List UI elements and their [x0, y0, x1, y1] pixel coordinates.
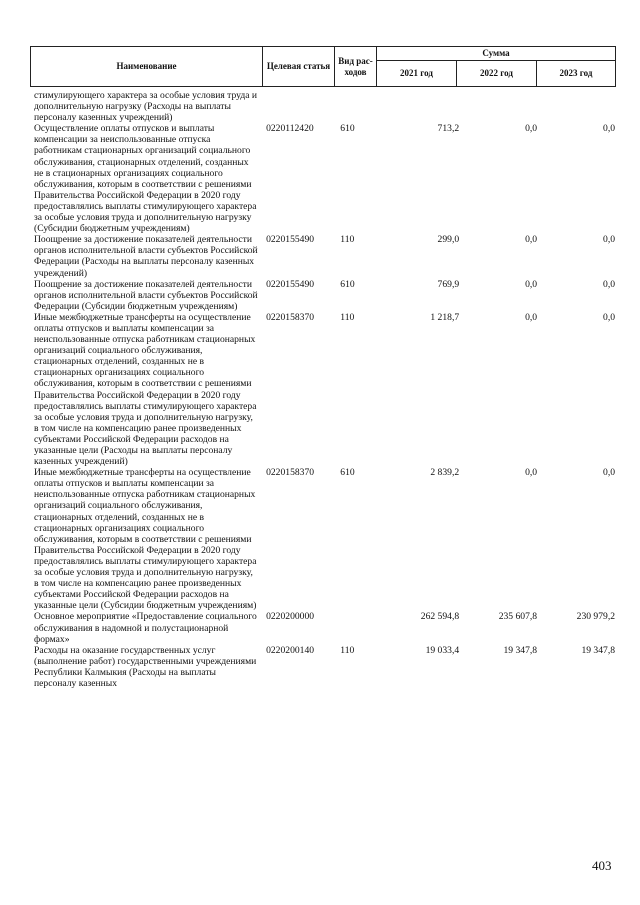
row-sum-2021: 299,0 — [437, 234, 460, 246]
table-row — [30, 467, 615, 611]
row-sum-2023: 0,0 — [603, 467, 616, 479]
row-sum-2022: 19 347,8 — [503, 644, 538, 656]
row-sum-2021: 713,2 — [437, 123, 460, 135]
row-vid — [334, 611, 381, 644]
row-code: 0220155490 — [266, 234, 315, 246]
row-sum-2022: 0,0 — [525, 123, 538, 135]
row-code: 0220158370 — [266, 467, 315, 479]
header-sum: Сумма — [377, 47, 616, 61]
row-sum-2022 — [459, 90, 537, 123]
row-sum-2021 — [381, 90, 459, 123]
row-sum-2021: 1 218,7 — [430, 311, 460, 323]
row-sum-2021: 2 839,2 — [430, 467, 460, 479]
row-sum-2022: 235 607,8 — [498, 611, 538, 623]
row-code: 0220155490 — [266, 278, 315, 290]
row-sum-2022: 0,0 — [525, 311, 538, 323]
table-body — [30, 90, 615, 689]
table-row — [30, 645, 615, 689]
row-sum-2023: 230 979,2 — [576, 611, 616, 623]
row-sum-2023: 0,0 — [603, 123, 616, 135]
row-sum-2021: 19 033,4 — [425, 644, 460, 656]
table-row — [30, 90, 615, 123]
row-name: стимулирующего характера за особые условия труда и дополнительную нагрузку (Расходы на выплаты персоналу казенных учреждений) — [34, 90, 258, 124]
row-vid: 610 — [340, 123, 355, 135]
table-row — [30, 312, 615, 467]
row-sum-2021: 769,9 — [437, 278, 460, 290]
header-code: Целевая статья — [263, 47, 335, 87]
row-sum-2023: 0,0 — [603, 278, 616, 290]
row-name: Поощрение за достижение показателей деятельности органов исполнительной власти субъектов Российской Федерации (Субсидии бюджетным учреждениям) — [34, 278, 258, 312]
table-row — [30, 279, 615, 312]
row-vid: 110 — [340, 644, 355, 656]
row-name: Расходы на оказание государственных услуг (выполнение работ) государственными учреждениями Республики Калмыкия (Расходы на выплаты персоналу казенных — [34, 644, 257, 689]
row-code: 0220200000 — [266, 611, 315, 623]
row-sum-2022: 0,0 — [525, 234, 538, 246]
row-name: Иные межбюджетные трансферты на осуществление оплаты отпусков и выплаты компенсации за неиспользованные отпуска работникам стационарных организаций социального обслуживания, стационарных отделений, созданных не в стационарных организациях социального обслуживания, которым в соответствии с решениями Правительства Российской Федерации в 2020 году предоставлялись выплаты стимулирующего характера за особые условия труда и дополнительную нагрузку, в том числе на компенсацию ранее произведенных субъектами Российской Федерации расходов на указанные цели (Расходы на выплаты персоналу казенных учреждений) — [34, 311, 257, 468]
row-vid: 110 — [340, 311, 355, 323]
row-vid: 610 — [340, 278, 355, 290]
row-sum-2023 — [537, 90, 615, 123]
row-code: 0220112420 — [266, 123, 314, 135]
row-sum-2021: 262 594,8 — [420, 611, 460, 623]
row-vid — [334, 90, 381, 123]
row-vid: 610 — [340, 467, 355, 479]
row-name: Иные межбюджетные трансферты на осуществление оплаты отпусков и выплаты компенсации за неиспользованные отпуска работникам стационарных организаций социального обслуживания, стационарных отделений, созданных не в стационарных организациях социального обслуживания, которым в соответствии с решениями Правительства Российской Федерации в 2020 году предоставлялись выплаты стимулирующего характера за особые условия труда и дополнительную нагрузку, в том числе на компенсацию ранее произведенных субъектами Российской Федерации расходов на указанные цели (Субсидии бюджетным учреждениям) — [34, 467, 257, 612]
row-sum-2023: 0,0 — [603, 311, 616, 323]
header-2022: 2022 год — [457, 61, 537, 87]
row-name: Осуществление оплаты отпусков и выплаты компенсации за неиспользованные отпуска работникам стационарных организаций социального обслуживания, стационарных отделений, созданных не в стационарных организациях социального обслуживания, которым в соответствии с решениями Правительства Российской Федерации в 2020 году предоставлялись выплаты стимулирующего характера за особые условия труда и дополнительную нагрузку (Субсидии бюджетным учреждениям) — [34, 123, 257, 235]
row-code — [260, 90, 334, 123]
header-2021: 2021 год — [377, 61, 457, 87]
header-2023: 2023 год — [537, 61, 616, 87]
page-number: 403 — [592, 858, 612, 873]
table-row — [30, 123, 615, 234]
header-name: Наименование — [31, 47, 263, 87]
table-row — [30, 611, 615, 644]
row-sum-2022: 0,0 — [525, 467, 538, 479]
row-name: Основное мероприятие «Предоставление социального обслуживания в надомной и полустационарной формах» — [34, 611, 257, 645]
table-row — [30, 234, 615, 278]
header-vid: Вид рас-ходов — [335, 47, 377, 87]
row-sum-2023: 0,0 — [603, 234, 616, 246]
row-code: 0220158370 — [266, 311, 315, 323]
row-sum-2023: 19 347,8 — [581, 644, 616, 656]
row-name: Поощрение за достижение показателей деятельности органов исполнительной власти субъектов Российской Федерации (Расходы на выплаты персоналу казенных учреждений) — [34, 234, 258, 279]
row-sum-2022: 0,0 — [525, 278, 538, 290]
table-header — [30, 46, 616, 87]
row-vid: 110 — [340, 234, 355, 246]
row-code: 0220200140 — [266, 644, 315, 656]
